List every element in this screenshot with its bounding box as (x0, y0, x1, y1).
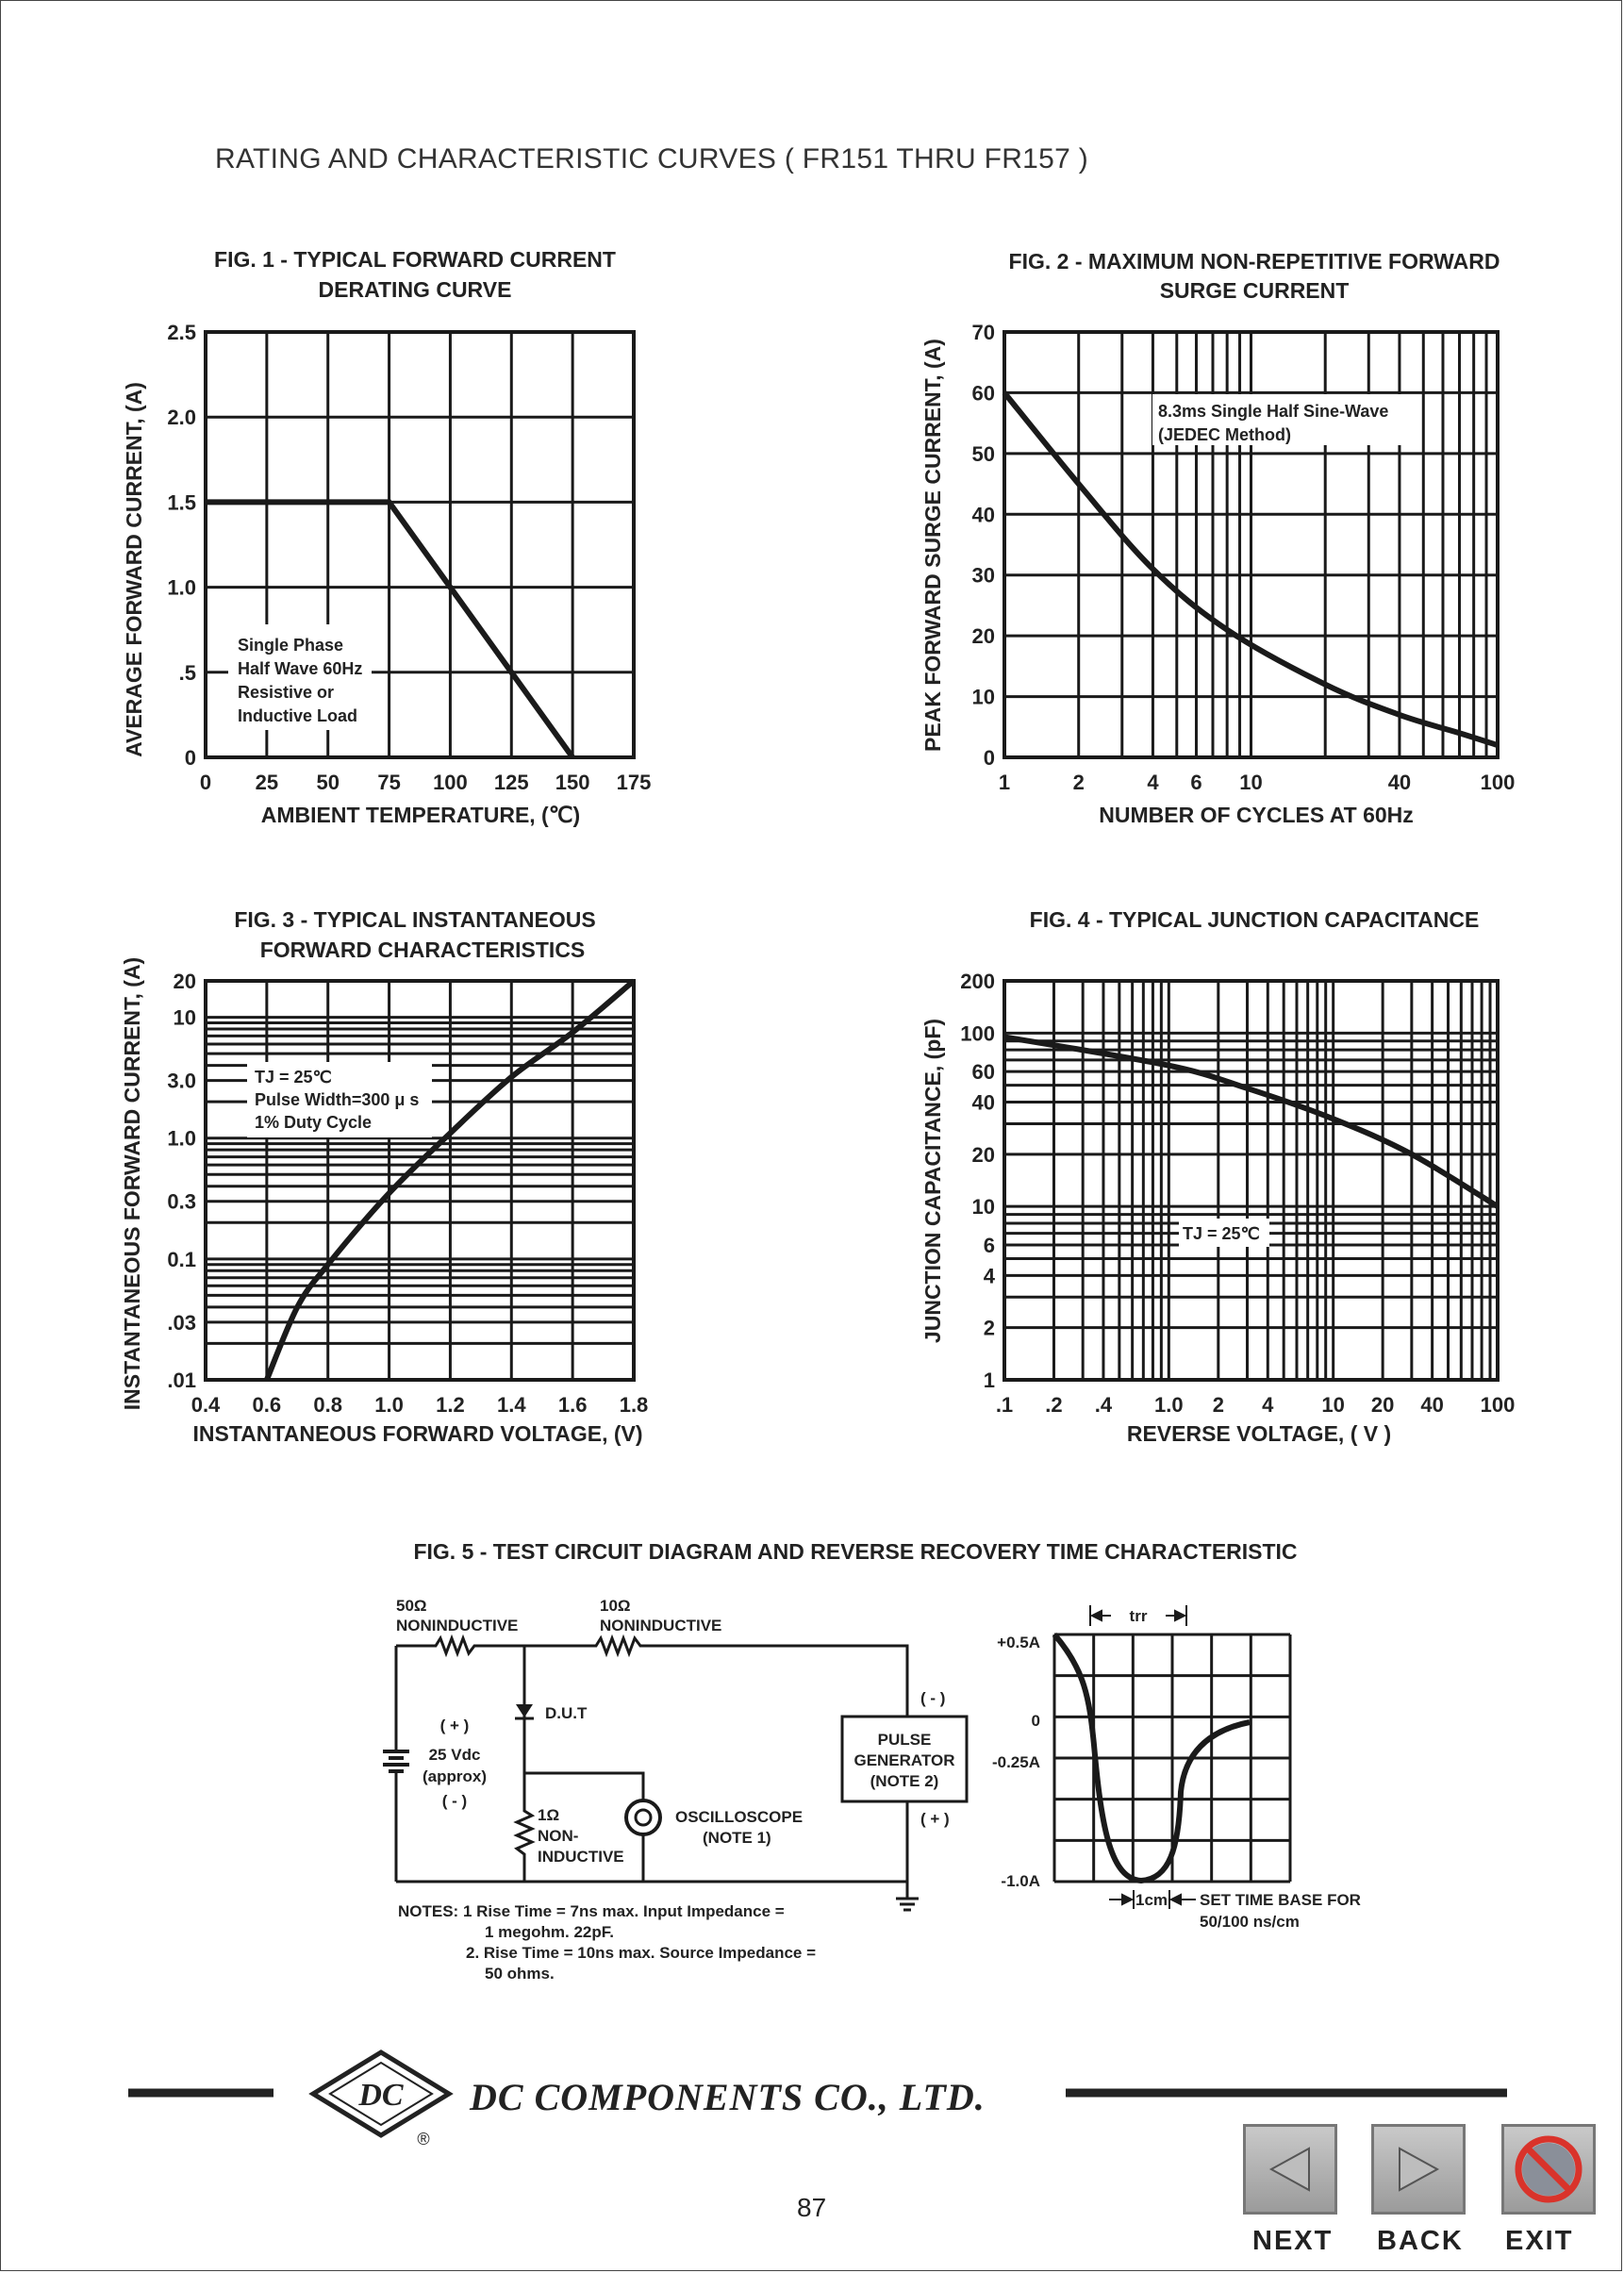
notes-line-4: 50 ohms. (485, 1965, 555, 1983)
r1-type: NONINDUCTIVE (396, 1617, 519, 1634)
x-tick-label: 1.0 (1154, 1393, 1184, 1417)
y-tick-label: 40 (971, 503, 995, 527)
fig4-chart (920, 907, 1515, 1446)
fig4-xlabel: REVERSE VOLTAGE, ( V ) (1126, 1421, 1392, 1446)
y-tick-label: 70 (971, 321, 995, 344)
fig1-note-1: Single Phase (238, 636, 344, 655)
notes-line-3: 2. Rise Time = 10ns max. Source Impedance = (466, 1944, 817, 1962)
y-tick-label: 10 (971, 1195, 995, 1219)
y-tick-label: 60 (971, 381, 995, 406)
company-name: DC COMPONENTS CO., LTD. (470, 2076, 986, 2118)
y-tick-label: .01 (167, 1369, 196, 1392)
pulse-label-1: PULSE (877, 1731, 932, 1749)
y-tick-label: 2.0 (167, 406, 196, 430)
y-tick-label: 0.3 (167, 1189, 196, 1214)
y-tick-label: 60 (971, 1060, 995, 1085)
x-tick-label: 2 (1212, 1393, 1224, 1417)
y-tick-label: 100 (960, 1021, 995, 1046)
left-triangle-icon (1262, 2141, 1318, 2198)
y-tick-label: 3.0 (167, 1069, 196, 1093)
x-tick-label: 6 (1190, 771, 1202, 794)
top-wire-with-resistors (396, 1638, 907, 1717)
x-tick-label: 20 (1370, 1393, 1395, 1417)
y-tick-label: 40 (971, 1090, 995, 1115)
x-tick-label: 2 (1072, 771, 1085, 794)
registered-mark: ® (417, 2130, 430, 2149)
fig2-chart (920, 249, 1515, 827)
fig2-ylabel: PEAK FORWARD SURGE CURRENT, (A) (920, 339, 945, 752)
y-tick-label: 30 (971, 563, 995, 588)
y-tick-label: 1.0 (167, 1126, 196, 1151)
timebase-line-1: SET TIME BASE FOR (1200, 1891, 1361, 1909)
y-tick-label: 0 (983, 746, 995, 770)
y-tick-label: 4 (983, 1264, 995, 1288)
x-tick-label: 0.4 (191, 1393, 221, 1417)
x-tick-label: 40 (1387, 771, 1412, 794)
next-button[interactable] (1243, 2124, 1337, 2215)
y-tick-label: 10 (173, 1005, 196, 1030)
osc-label: OSCILLOSCOPE (675, 1808, 804, 1826)
fig1-note-3: Resistive or (238, 683, 335, 702)
notes-line-2: 1 megohm. 22pF. (485, 1923, 614, 1941)
y-tick-label: 0.1 (167, 1247, 196, 1271)
supply-plus: ( + ) (439, 1717, 470, 1734)
exit-label[interactable]: EXIT (1505, 2226, 1574, 2256)
x-tick-label: 100 (1480, 771, 1516, 794)
battery-icon (383, 1751, 409, 1771)
dut-branch (524, 1646, 643, 1882)
diode-icon (515, 1704, 534, 1718)
fig3-grid (206, 981, 634, 1380)
x-tick-label: .1 (995, 1393, 1014, 1417)
notes-line-1: NOTES: 1 Rise Time = 7ns max. Input Impedance = (398, 1902, 785, 1920)
x-tick-label: 1.0 (374, 1393, 404, 1417)
cm-label: 1cm (1135, 1891, 1168, 1909)
fig3-xlabel: INSTANTANEOUS FORWARD VOLTAGE, (V) (192, 1421, 643, 1446)
pg-minus: ( - ) (920, 1689, 946, 1707)
y-tick-label: 6 (983, 1233, 995, 1257)
x-tick-label: 1.4 (496, 1393, 526, 1417)
x-tick-label: 1.6 (557, 1393, 588, 1417)
y-tick-label: 20 (971, 1142, 995, 1167)
x-tick-label: 25 (255, 771, 279, 794)
x-tick-label: 1 (998, 771, 1011, 794)
fig1-note-2: Half Wave 60Hz (238, 659, 363, 678)
y-tick-label: 50 (971, 441, 995, 466)
wave-y-p05: +0.5A (997, 1634, 1040, 1651)
fig2-note-2: (JEDEC Method) (1158, 425, 1291, 444)
fig1-title: FIG. 1 - TYPICAL FORWARD CURRENT (214, 247, 616, 272)
supply-value: 25 Vdc (428, 1746, 481, 1764)
plot-frame (206, 981, 634, 1380)
x-tick-label: 75 (377, 771, 401, 794)
r3-value: 1Ω (538, 1806, 560, 1824)
x-tick-label: 40 (1420, 1393, 1444, 1417)
fig1-chart (122, 247, 651, 827)
right-triangle-icon (1390, 2141, 1447, 2198)
r1-value: 50Ω (396, 1597, 427, 1615)
y-tick-label: 2 (983, 1316, 995, 1340)
resistor-1ohm (517, 1773, 532, 1882)
ground-icon (896, 1899, 919, 1910)
fig5-diagram (383, 1539, 1361, 1983)
fig3-note-3: 1% Duty Cycle (255, 1113, 373, 1132)
page-number: 87 (797, 2193, 827, 2222)
x-tick-label: 175 (616, 771, 652, 794)
x-tick-label: 100 (433, 771, 468, 794)
pulse-label-3: (NOTE 2) (870, 1772, 939, 1790)
exit-button[interactable] (1501, 2124, 1596, 2215)
y-tick-label: 1.0 (167, 575, 196, 600)
fig4-ylabel: JUNCTION CAPACITANCE, (pF) (920, 1018, 945, 1344)
x-tick-label: 50 (316, 771, 340, 794)
x-tick-label: .4 (1094, 1393, 1113, 1417)
fig1-ylabel: AVERAGE FORWARD CURRENT, (A) (122, 382, 146, 757)
supply-minus: ( - ) (441, 1792, 468, 1810)
fig3-title: FIG. 3 - TYPICAL INSTANTANEOUS (234, 907, 596, 932)
x-tick-label: 10 (1239, 771, 1263, 794)
back-label[interactable]: BACK (1377, 2226, 1464, 2256)
fig1-subtitle: DERATING CURVE (318, 277, 512, 302)
fig4-title: FIG. 4 - TYPICAL JUNCTION CAPACITANCE (1029, 907, 1480, 932)
r2-value: 10Ω (600, 1597, 631, 1615)
y-tick-label: .03 (167, 1310, 196, 1335)
page-title: RATING AND CHARACTERISTIC CURVES ( FR151 THRU FR157 ) (215, 143, 1089, 174)
r3-type2: INDUCTIVE (538, 1848, 624, 1866)
y-tick-label: 20 (173, 970, 196, 993)
fig2-xlabel: NUMBER OF CYCLES AT 60Hz (1099, 803, 1414, 827)
pg-plus: ( + ) (920, 1810, 950, 1828)
y-tick-label: 20 (971, 624, 995, 649)
x-tick-label: 4 (1147, 771, 1159, 794)
y-tick-label: 10 (971, 685, 995, 709)
x-tick-label: 100 (1480, 1393, 1516, 1417)
y-tick-label: .5 (178, 660, 196, 685)
wave-y-m1: -1.0A (1001, 1872, 1040, 1890)
dut-label: D.U.T (545, 1704, 588, 1722)
x-tick-label: 10 (1321, 1393, 1345, 1417)
oscilloscope-icon (626, 1800, 660, 1834)
fig4-grid (1004, 981, 1498, 1380)
x-tick-label: .2 (1045, 1393, 1063, 1417)
r3-type1: NON- (538, 1827, 579, 1845)
fig3-chart (120, 907, 648, 1446)
y-tick-label: 1.5 (167, 490, 196, 515)
r2-type: NONINDUCTIVE (600, 1617, 722, 1634)
back-button[interactable] (1371, 2124, 1466, 2215)
fig4-note-1: TJ = 25℃ (1183, 1224, 1260, 1243)
fig5-title: FIG. 5 - TEST CIRCUIT DIAGRAM AND REVERSE RECOVERY TIME CHARACTERISTIC (413, 1539, 1298, 1564)
pulse-label-2: GENERATOR (853, 1751, 955, 1769)
fig3-note-1: TJ = 25℃ (255, 1068, 332, 1087)
fig4-curve (1004, 1037, 1498, 1206)
y-tick-label: 0 (184, 746, 196, 770)
x-tick-label: 0 (199, 771, 212, 794)
next-label[interactable]: NEXT (1252, 2226, 1334, 2256)
fig2-title: FIG. 2 - MAXIMUM NON-REPETITIVE FORWARD (1008, 249, 1500, 274)
logo-text: DC (358, 2078, 404, 2113)
fig2-subtitle: SURGE CURRENT (1159, 278, 1350, 303)
x-tick-label: 0.6 (252, 1393, 282, 1417)
fig1-note-4: Inductive Load (238, 706, 358, 725)
wave-y-m025: -0.25A (991, 1753, 1040, 1771)
fig3-ylabel: INSTANTANEOUS FORWARD CURRENT, (A) (120, 956, 144, 1411)
supply-approx: (approx) (423, 1767, 487, 1785)
fig3-subtitle: FORWARD CHARACTERISTICS (259, 937, 586, 962)
no-entry-icon (1511, 2132, 1586, 2207)
x-tick-label: 1.8 (619, 1393, 649, 1417)
x-tick-label: 0.8 (313, 1393, 343, 1417)
company-logo (313, 2052, 449, 2149)
fig3-note-2: Pulse Width=300 μ s (255, 1090, 420, 1109)
osc-note: (NOTE 1) (703, 1829, 771, 1847)
wave-y-0: 0 (1031, 1712, 1040, 1730)
timebase-line-2: 50/100 ns/cm (1200, 1913, 1300, 1931)
y-tick-label: 1 (983, 1369, 995, 1392)
trr-label: trr (1129, 1607, 1148, 1625)
y-tick-label: 2.5 (167, 321, 196, 344)
x-tick-label: 1.2 (436, 1393, 465, 1417)
fig2-note-1: 8.3ms Single Half Sine-Wave (1158, 402, 1389, 421)
x-tick-label: 125 (493, 771, 529, 794)
y-tick-label: 200 (960, 970, 995, 993)
x-tick-label: 4 (1262, 1393, 1274, 1417)
fig1-xlabel: AMBIENT TEMPERATURE, (℃) (260, 803, 581, 827)
x-tick-label: 150 (555, 771, 590, 794)
